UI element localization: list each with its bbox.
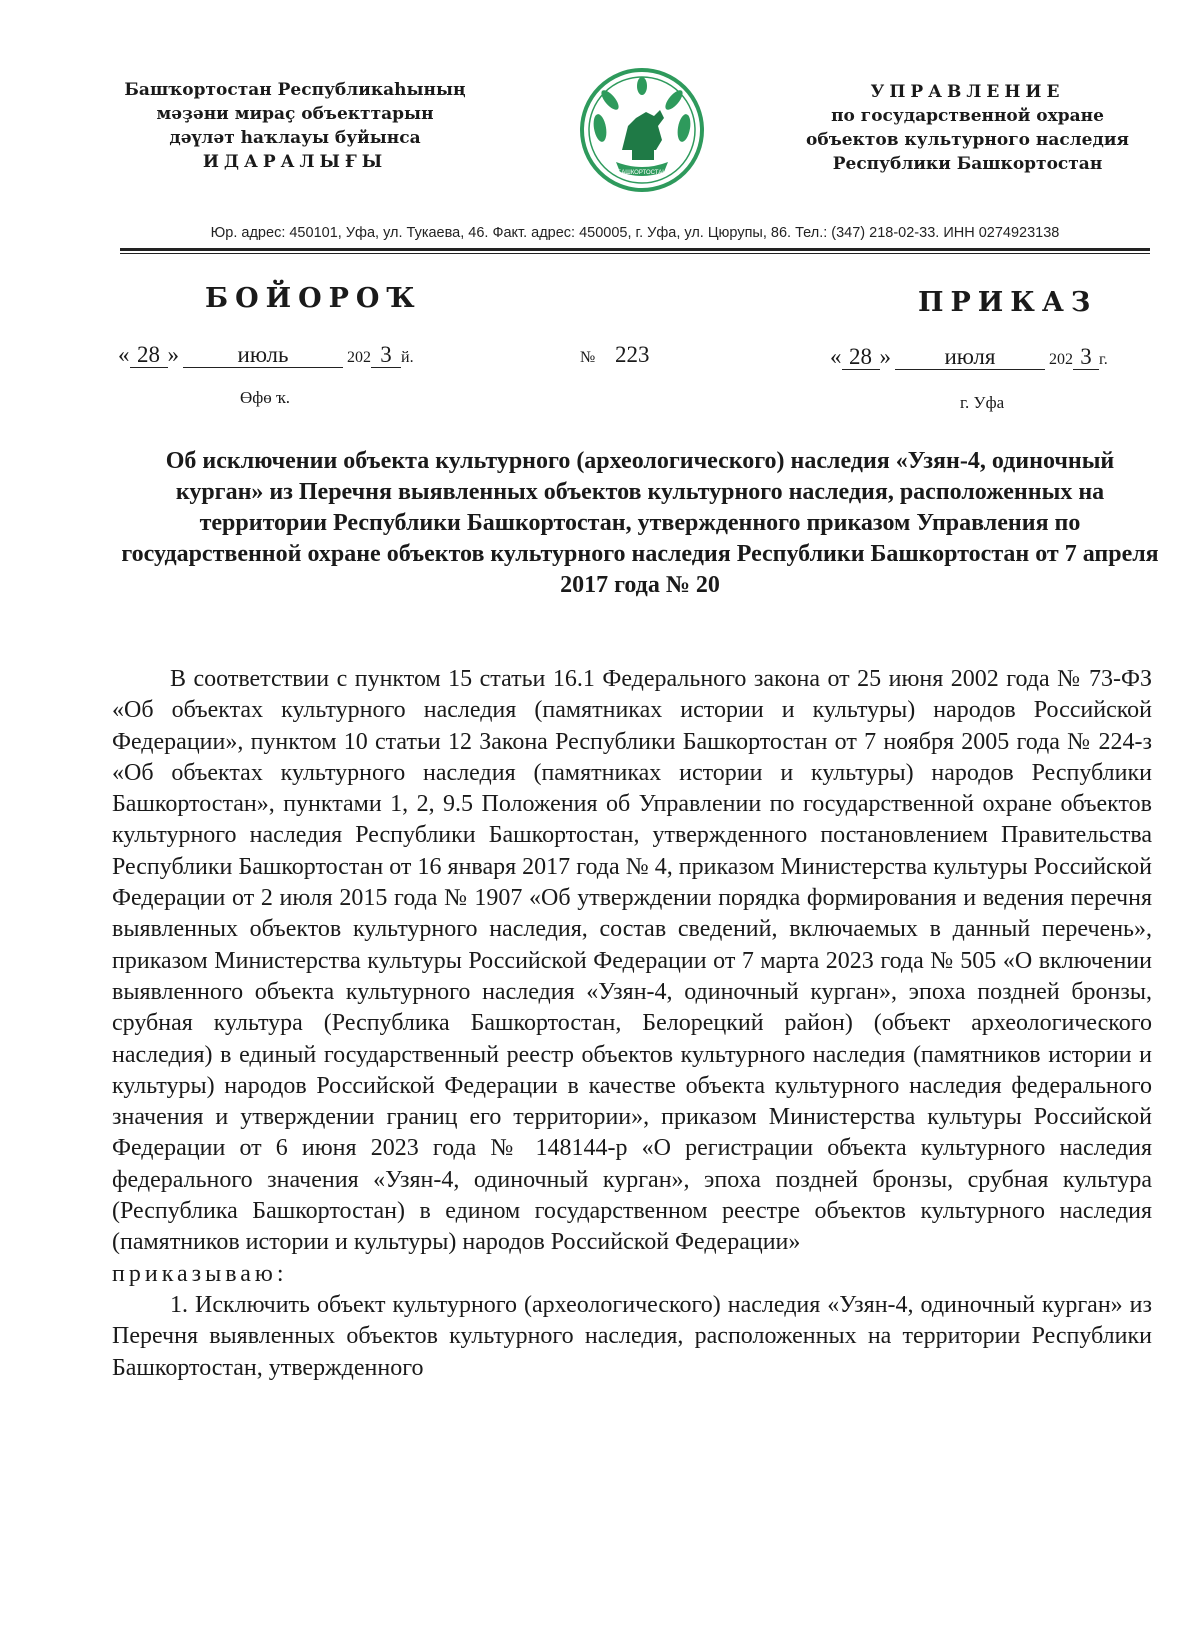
header-left-line-3: дәүләт һаҡлауы буйынса xyxy=(169,128,421,148)
place-russian: г. Уфа xyxy=(960,393,1005,412)
order-word: приказываю: xyxy=(112,1260,288,1287)
header-right-line-1: УПРАВЛЕНИЕ xyxy=(870,82,1065,102)
document-title: Об исключении объекта культурного (археологического) наследия «Узян-4, одиночный курган» из Перечня выявленных объектов культурного наследия, расположенных на территории Республики Башкортостан, утвержденного приказом Управления по государственной охране объектов культурного наследия Республики Башкортостан от 7 апреля 2017 года № 20 xyxy=(121,448,1159,598)
date-day-russian: 28 xyxy=(842,345,880,370)
date-line-russian: « 28 » июля 202 3 г. xyxy=(830,344,1108,369)
date-year-suffix-russian: 3 xyxy=(1073,345,1099,370)
header-divider-thin xyxy=(120,253,1150,254)
document-body xyxy=(112,664,1152,1384)
body-paragraph-preamble: В соответствии с пунктом 15 статьи 16.1 Федерального закона от 25 июня 2002 года № 73-ФЗ «Об объектах культурного наследия (памятниках истории и культуры) народов Российской Федерации», пунктом 10 статьи 12 Закона Республики Башкортостан от 7 ноября 2005 года № 224-з «Об объектах культурного наследия (памятниках истории и культуры) народов Республики Башкортостан», пунктами 1, 2, 9.5 Положения об Управлении по государственной охране объектов культурного наследия Республики Башкортостан, утвержденного постановлением Правительства Республики Башкортостан от 16 января 2017 года № 4, приказом Министерства культуры Российской Федерации от 2 июля 2015 года № 1907 «Об утверждении порядка формирования и ведения перечня выявленных объектов культурного наследия, состав сведений, включаемых в данный перечень», приказом Министерства культуры Российской Федерации от 7 марта 2023 года № 505 «О включении выявленного объекта культурного наследия «Узян-4, одиночный курган», эпоха поздней бронзы, срубная культура (Республика Башкортостан, Белорецкий район) (объект археологического наследия) в единый государственный реестр объектов культурного наследия (памятников истории и культуры) народов Российской Федерации в качестве объекта культурного наследия федерального значения и утверждении границ его территории», приказом Министерства культуры Российской Федерации от 6 июня 2023 года № 148144-р «О регистрации объекта культурного наследия федерального значения «Узян-4, одиночный курган», эпоха поздней бронзы, срубная культура (Республика Башкортостан) в едином государственном реестре объектов культурного наследия (памятников истории и культуры) народов Российской Федерации» xyxy=(112,666,1152,1256)
date-month-bashkir: июль xyxy=(183,343,343,368)
date-day-bashkir: 28 xyxy=(130,343,168,368)
number-sign: № xyxy=(580,349,596,366)
date-year-unit-russian: г. xyxy=(1099,351,1108,368)
date-year-unit-bashkir: й. xyxy=(401,349,414,366)
date-year-prefix-russian: 202 xyxy=(1049,351,1073,368)
emblem-ribbon-text: БАШКОРТОСТАН xyxy=(617,170,667,176)
header-divider-thick xyxy=(120,248,1150,251)
coat-of-arms-emblem xyxy=(576,66,708,198)
date-line-bashkir: « 28 » июль 202 3 й. xyxy=(118,342,414,367)
doc-type-russian: ПРИКАЗ xyxy=(918,287,1098,318)
header-left-block xyxy=(110,78,480,174)
header-left-line-4: ИДАРАЛЫҒЫ xyxy=(202,152,388,172)
place-bashkir: Өфө ҡ. xyxy=(240,388,291,407)
date-year-suffix-bashkir: 3 xyxy=(371,343,401,368)
header-right-line-2: по государственной охране xyxy=(831,106,1104,126)
header-right-block xyxy=(790,80,1145,176)
doc-type-bashkir: БОЙОРОҠ xyxy=(205,283,422,314)
header-right-line-3: объектов культурного наследия xyxy=(806,130,1129,150)
order-number xyxy=(580,342,650,368)
date-year-prefix-bashkir: 202 xyxy=(347,349,371,366)
date-month-russian: июля xyxy=(895,345,1045,370)
header-left-line-2: мәҙәни мираҫ объекттарын xyxy=(156,104,434,124)
header-right-line-4: Республики Башкортостан xyxy=(832,154,1103,174)
organization-address: Юр. адрес: 450101, Уфа, ул. Тукаева, 46. Факт. адрес: 450005, г. Уфа, ул. Цюрупы, 86. Тел.: (347) 218-02-33. ИНН 0274923138 xyxy=(210,225,1060,241)
body-paragraph-item-1: 1. Исключить объект культурного (археологического) наследия «Узян-4, одиночный курган» из Перечня выявленных объектов культурного наследия, расположенных на территории Республики Башкортостан, утвержденного xyxy=(112,1291,1152,1381)
header-left-line-1: Башҡортостан Республикаһының xyxy=(124,80,466,100)
number-value: 223 xyxy=(615,342,650,367)
